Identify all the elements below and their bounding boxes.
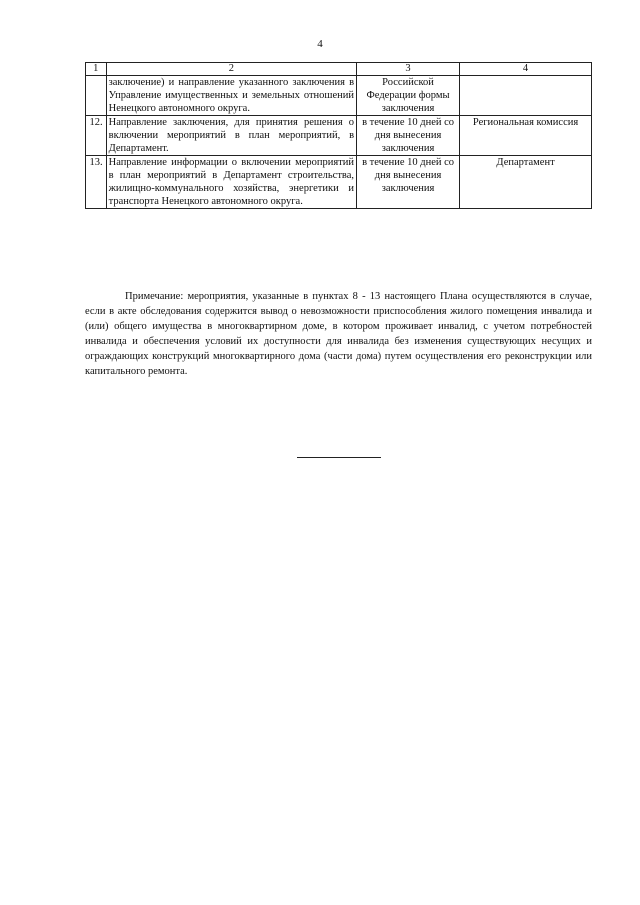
row-term: в течение 10 дней со дня вынесения заключения	[357, 156, 460, 209]
note-paragraph: Примечание: мероприятия, указанные в пунктах 8 - 13 настоящего Плана осуществляются в случае, если в акте обследования содержится вывод о невозможности приспособления жилого помещения инвалида и (или) общего имущества в многоквартирном доме, в котором проживает инвалид, с учетом потребностей инвалида и обеспечения условий их доступности для инвалида без изменения существующих несущих и ограждающих конструкций многоквартирного дома (части дома) путем осуществления его реконструкции или капитального ремонта.	[85, 291, 592, 377]
column-header: 3	[357, 63, 460, 76]
plan-table	[85, 62, 592, 209]
table-row	[86, 156, 592, 209]
end-divider	[297, 457, 381, 458]
page-number: 4	[317, 38, 323, 50]
row-responsible: Департамент	[460, 156, 592, 209]
column-header: 1	[86, 63, 107, 76]
table-row	[86, 76, 592, 116]
row-term: Российской Федерации формы заключения	[357, 76, 460, 116]
row-term: в течение 10 дней со дня вынесения заключения	[357, 116, 460, 156]
row-action: Направление информации о включении мероприятий в план мероприятий в Департамент строительства, жилищно-коммунального хозяйства, энергетики и транспорта Ненецкого автономного округа.	[106, 156, 356, 209]
row-number	[86, 76, 107, 116]
row-number: 12.	[86, 116, 107, 156]
row-number: 13.	[86, 156, 107, 209]
column-header: 2	[106, 63, 356, 76]
table-header-row	[86, 63, 592, 76]
table-row	[86, 116, 592, 156]
row-responsible	[460, 76, 592, 116]
row-action: Направление заключения, для принятия решения о включении мероприятий в план мероприятий, в Департамент.	[106, 116, 356, 156]
column-header: 4	[460, 63, 592, 76]
row-responsible: Региональная комиссия	[460, 116, 592, 156]
row-action: заключение) и направление указанного заключения в Управление имущественных и земельных отношений Ненецкого автономного округа.	[106, 76, 356, 116]
